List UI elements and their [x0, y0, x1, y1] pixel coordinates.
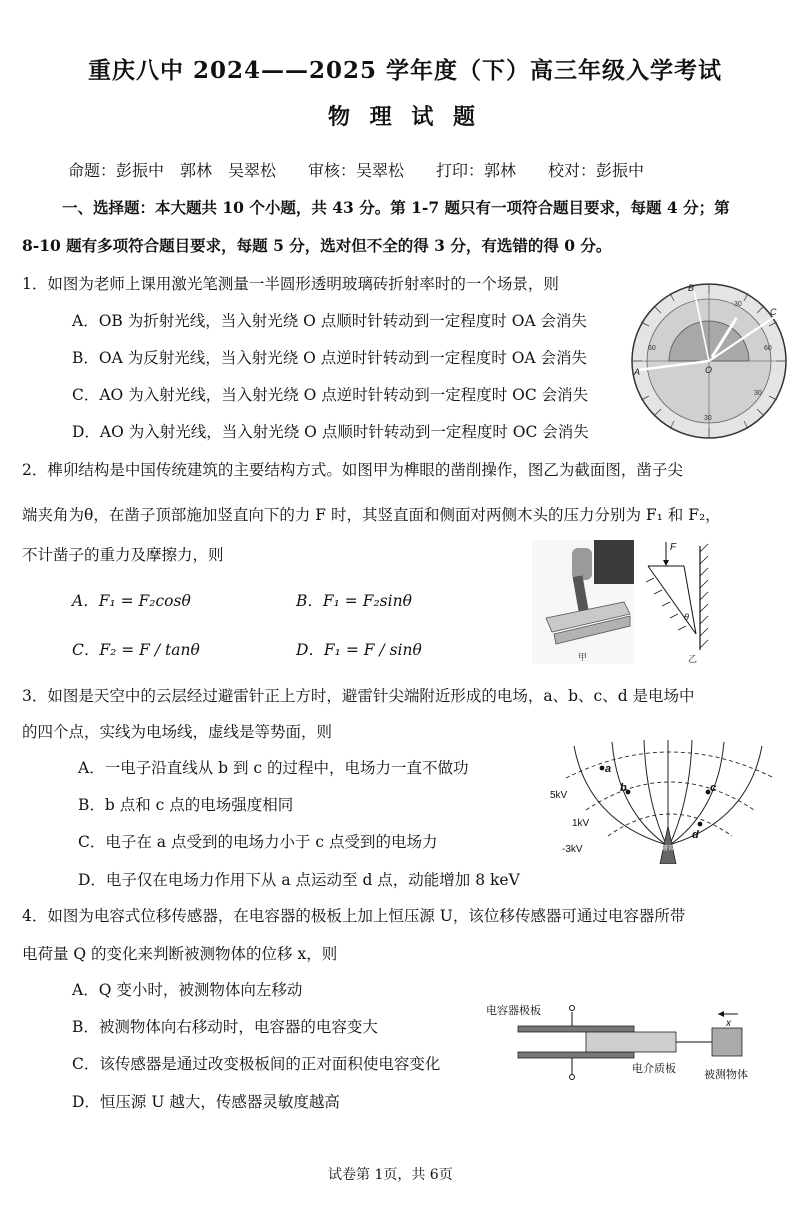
q4-option-b: B．被测物体向右移动时，电容器的电容变大 — [72, 1018, 378, 1036]
q2-cross-section-figure — [640, 538, 730, 664]
q3-potential-1kv: 1kV — [572, 818, 590, 829]
q1-refraction-figure — [628, 280, 790, 442]
q2-option-b: B．F₁ = F₂sinθ — [296, 592, 412, 610]
q2-caption-b: 乙 — [688, 654, 698, 664]
q2-option-a: A．F₁ = F₂cosθ — [72, 592, 191, 610]
q4-option-c: C．该传感器是通过改变极板间的正对面积使电容变化 — [72, 1055, 441, 1073]
q4-object-label: 被测物体 — [704, 1069, 748, 1081]
q4-sensor-figure — [482, 1002, 782, 1092]
q3-option-d: D．电子仅在电场力作用下从 a 点运动至 d 点，动能增加 8 keV — [78, 871, 520, 889]
q1-option-d: D．AO 为入射光线，当入射光绕 O 点顺时针转动到一定程度时 OC 会消失 — [72, 423, 589, 441]
q4-stem-line1: 4．如图为电容式位移传感器，在电容器的极板上加上恒压源 U，该位移传感器可通过电容器所带 — [22, 907, 686, 925]
q1-option-a: A．OB 为折射光线，当入射光绕 O 点顺时针转动到一定程度时 OA 会消失 — [72, 312, 588, 330]
q4-plate-label: 电容器极板 — [486, 1005, 541, 1017]
q1-option-b: B．OA 为反射光线，当入射光绕 O 点逆时针转动到一定程度时 OA 会消失 — [72, 349, 588, 367]
q1-option-c: C．AO 为入射光线，当入射光绕 O 点逆时针转动到一定程度时 OC 会消失 — [72, 386, 589, 404]
q1-label-o: O — [705, 365, 713, 375]
q2-caption-a: 甲 — [578, 652, 588, 662]
q3-point-b: b — [620, 782, 627, 794]
page-footer: 试卷第 1页，共 6页 — [328, 1167, 453, 1183]
q3-option-a: A．一电子沿直线从 b 到 c 的过程中，电场力一直不做功 — [78, 759, 469, 777]
q3-point-d: d — [692, 829, 699, 841]
q1-tick-3: 60 — [648, 345, 656, 352]
q1-stem: 1．如图为老师上课用激光笔测量一半圆形透明玻璃砖折射率时的一个场景，则 — [22, 275, 559, 293]
q2-angle-label: θ — [684, 612, 689, 622]
q3-potential-neg3kv: -3kV — [562, 844, 583, 855]
q4-option-d: D．恒压源 U 越大，传感器灵敏度越高 — [72, 1093, 340, 1111]
q3-stem-line1: 3．如图是天空中的云层经过避雷针正上方时，避雷针尖端附近形成的电场，a、b、c、d 是电场中 — [22, 687, 695, 705]
q1-label-c: C — [770, 307, 777, 317]
q2-chisel-photo — [532, 540, 634, 664]
q4-option-a: A．Q 变小时，被测物体向左移动 — [72, 981, 303, 999]
q3-point-c: c — [710, 782, 717, 794]
section-instruction-line2: 8-10 题有多项符合题目要求，每题 5 分，选对但不全的得 3 分，有选错的得 0 分。 — [22, 236, 612, 255]
page-title: 重庆八中 2024——2025 学年度（下）高三年级入学考试 — [88, 57, 723, 84]
page-subtitle: 物 理 试 题 — [328, 104, 481, 130]
q2-option-d: D．F₁ = F / sinθ — [296, 641, 422, 659]
q2-option-c: C．F₂ = F / tanθ — [72, 641, 200, 659]
q1-tick-5: 30 — [704, 415, 712, 422]
q2-stem-line2: 端夹角为θ，在凿子顶部施加竖直向下的力 F 时，其竖直面和侧面对两侧木头的压力分别为 F₁ 和 F₂， — [22, 506, 721, 524]
q1-tick-2: 30 — [754, 390, 762, 397]
q3-option-b: B．b 点和 c 点的电场强度相同 — [78, 796, 294, 814]
q2-stem-line1: 2．榫卯结构是中国传统建筑的主要结构方式。如图甲为榫眼的凿削操作，图乙为截面图，凿子尖 — [22, 461, 683, 479]
q1-tick-4: 60 — [764, 345, 772, 352]
q1-label-a: A — [634, 367, 641, 377]
section-instruction-line1: 一、选择题：本大题共 10 个小题，共 43 分。第 1-7 题只有一项符合题目要求，每题 4 分；第 — [62, 198, 730, 217]
q4-stem-line2: 电荷量 Q 的变化来判断被测物体的位移 x，则 — [22, 945, 338, 963]
q3-point-a: a — [605, 763, 612, 775]
q3-potential-5kv: 5kV — [550, 790, 568, 801]
q1-label-b: B — [688, 283, 695, 293]
q3-option-c: C．电子在 a 点受到的电场力小于 c 点受到的电场力 — [78, 833, 438, 851]
q4-displacement-label: x — [726, 1018, 731, 1029]
q1-tick-1: 30 — [734, 301, 742, 308]
staff-line: 命题：彭振中 郭林 吴翠松 审核：吴翠松 打印：郭林 校对：彭振中 — [68, 161, 645, 180]
q3-rod-label: 避雷针 — [662, 846, 681, 852]
q2-force-label: F — [670, 542, 677, 553]
q4-dielectric-label: 电介质板 — [632, 1063, 676, 1075]
q3-stem-line2: 的四个点，实线为电场线，虚线是等势面，则 — [22, 723, 333, 741]
q2-stem-line3: 不计凿子的重力及摩擦力，则 — [22, 546, 224, 564]
q3-field-figure — [548, 740, 790, 864]
